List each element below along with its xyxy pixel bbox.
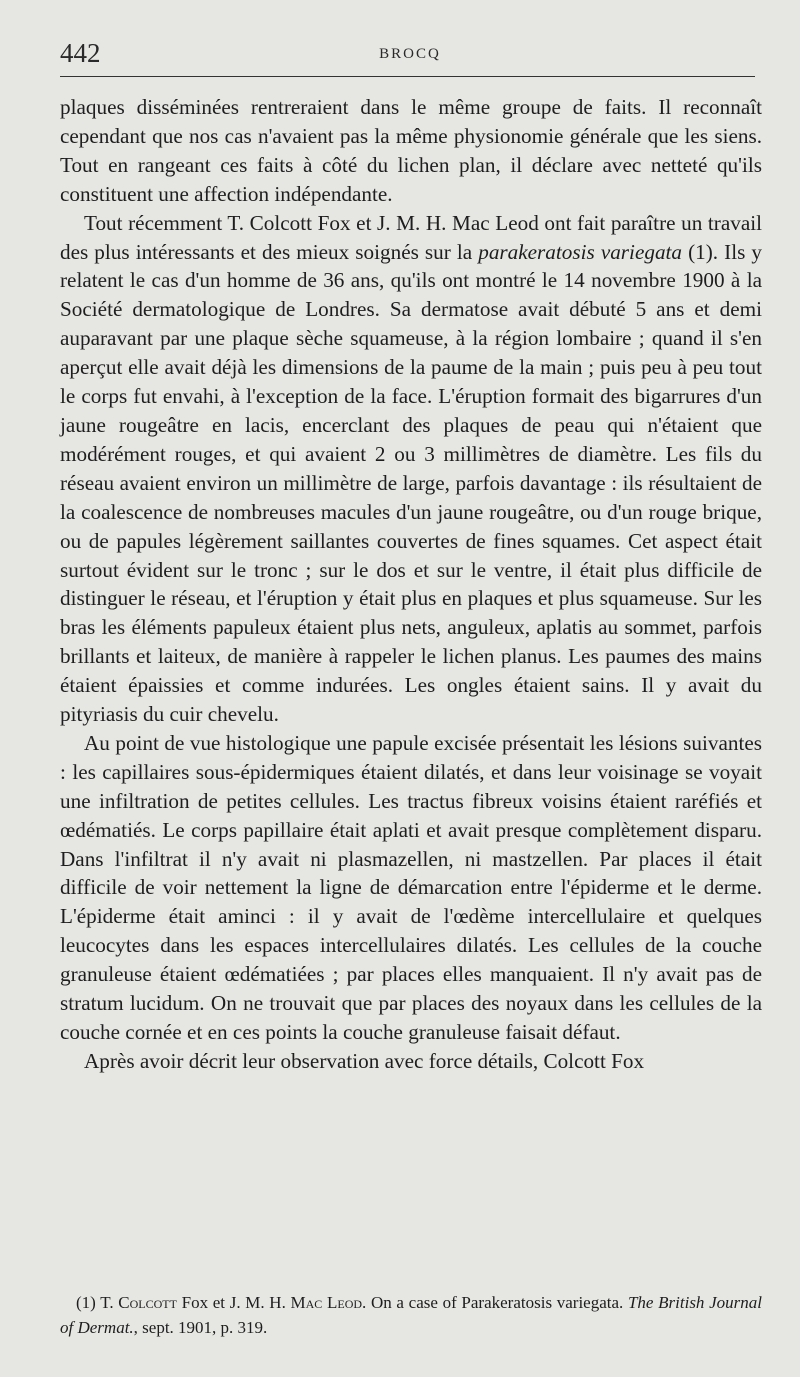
paragraph-2-start: Tout récemment T. Colcott Fox et J. M. H. Mac Leod ont fait paraître un travail des plus intéressants et des mieux soignés sur la	[60, 210, 762, 264]
footnote-marker: (1) T.	[76, 1293, 119, 1312]
paragraph-4: Après avoir décrit leur observation avec force détails, Colcott Fox	[84, 1048, 645, 1073]
page-number: 442	[60, 38, 101, 68]
body-text	[60, 93, 762, 1076]
footnote-author-2: Mac Leod	[290, 1293, 363, 1312]
paragraph-2-rest: (1). Ils y relatent le cas d'un homme de 36 ans, qu'ils ont montré le 14 novembre 1900 à la Société dermatologique de Londres. Sa dermatose avait débuté 5 ans et demi auparavant par une plaque sèche squameuse, à la région lombaire ; quand il s'en aperçut elle avait déjà les dimensions de la paume de la main ; puis peu à peu tout le corps fut envahi, à l'exception de la face. L'éruption formait des bigarrures d'un jaune rougeâtre en lacis, encerclant des plaques de peau qui n'étaient que modérément rouges, et qui avaient 2 ou 3 millimètres de diamètre. Les fils du réseau avaient environ un millimètre de large, parfois davantage : ils résultaient de la coalescence de nombreuses macules d'un jaune rougeâtre, ou d'un rouge brique, ou de papules légèrement saillantes couvertes de fines squames. Cet aspect était surtout évident sur le tronc ; sur le dos et sur le ventre, il était plus difficile de distinguer le réseau, et l'éruption y était plus en plaques et plus squameuse. Sur les bras les éléments papuleux étaient plus nets, anguleux, aplatis au sommet, parfois brillants et laiteux, de manière à rappeler le lichen planus. Les paumes des mains étaient épaissies et comme indurées. Les ongles étaient sains. Il y avait du pityriasis du cuir chevelu.	[60, 239, 762, 727]
footnote-text-1: Fox et J. M. H.	[176, 1293, 291, 1312]
running-head: BROCQ	[379, 46, 441, 62]
footnote	[60, 1290, 762, 1340]
footnote-text-2: . On a case of Parakeratosis variegata.	[362, 1293, 628, 1312]
page-header	[60, 38, 760, 78]
footnote-journal: The British Journal of Dermat.	[60, 1293, 763, 1337]
footnote-text-3: , sept. 1901, p. 319.	[133, 1318, 268, 1337]
paragraph-1: plaques disséminées rentreraient dans le même groupe de faits. Il reconnaît cependant que nos cas n'avaient pas la même physionomie générale que les siens. Tout en rangeant ces faits à côté du lichen plan, il déclare avec netteté qu'ils constituent une affection indépendante.	[60, 95, 762, 206]
footnote-text	[60, 1290, 762, 1340]
paragraph-3: Au point de vue histologique une papule excisée présentait les lésions suivantes : les capillaires sous-épidermiques étaient dilatés, et dans leur voisinage se voyait une infiltration de petites cellules. Les tractus fibreux voisins étaient raréfiés et œdématiés. Le corps papillaire était aplati et avait presque complètement disparu. Dans l'infiltrat il n'y avait ni plasmazellen, ni mastzellen. Par places il était difficile de voir nettement la ligne de démarcation entre l'épiderme et le derme. L'épiderme était aminci : il y avait de l'œdème intercellulaire et quelques leucocytes dans les espaces intercellulaires dilatés. Les cellules de la couche granuleuse étaient œdématiées ; par places elles manquaient. Il n'y avait pas de stratum lucidum. On ne trouvait que par places des noyaux dans les cellules de la couche cornée et en ces points la couche granuleuse faisait défaut.	[60, 730, 762, 1044]
footnote-author-1: Colcott	[118, 1293, 177, 1312]
header-rule	[60, 76, 755, 77]
italic-term: parakeratosis variegata	[478, 239, 683, 264]
paragraph-2	[60, 209, 762, 729]
